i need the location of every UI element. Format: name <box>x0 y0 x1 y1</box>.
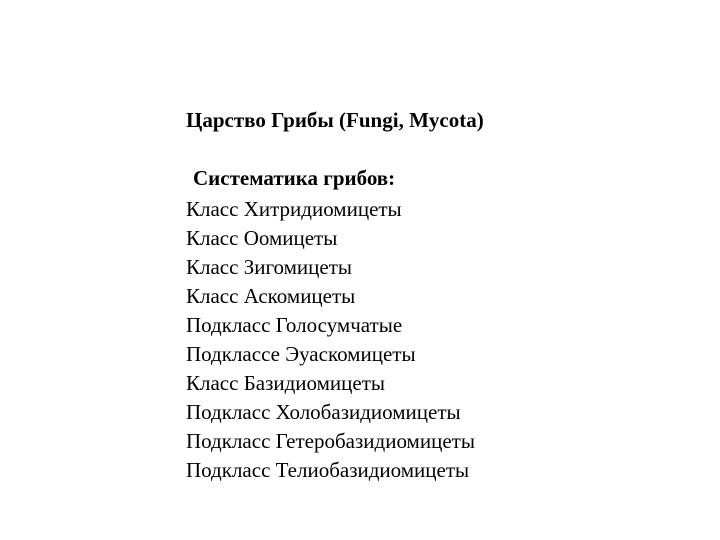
list-item: Подкласс Гетеробазидиомицеты <box>186 429 475 453</box>
list-item: Подкласс Голосумчатые <box>186 313 403 337</box>
list-item: Класс Оомицеты <box>186 226 338 250</box>
slide-subtitle: Систематика грибов: <box>193 166 396 190</box>
list-item: Класс Аскомицеты <box>186 284 356 308</box>
list-item: Подкласс Холобазидиомицеты <box>186 400 461 424</box>
list-item: Подклассе Эуаскомицеты <box>186 342 416 366</box>
classification-list <box>186 195 475 485</box>
list-item: Класс Хитридиомицеты <box>186 197 402 221</box>
list-item: Подкласс Телиобазидиомицеты <box>186 458 470 482</box>
list-item: Класс Базидиомицеты <box>186 371 386 395</box>
list-item: Класс Зигомицеты <box>186 255 353 279</box>
slide-title: Царство Грибы (Fungi, Mycota) <box>186 108 484 132</box>
